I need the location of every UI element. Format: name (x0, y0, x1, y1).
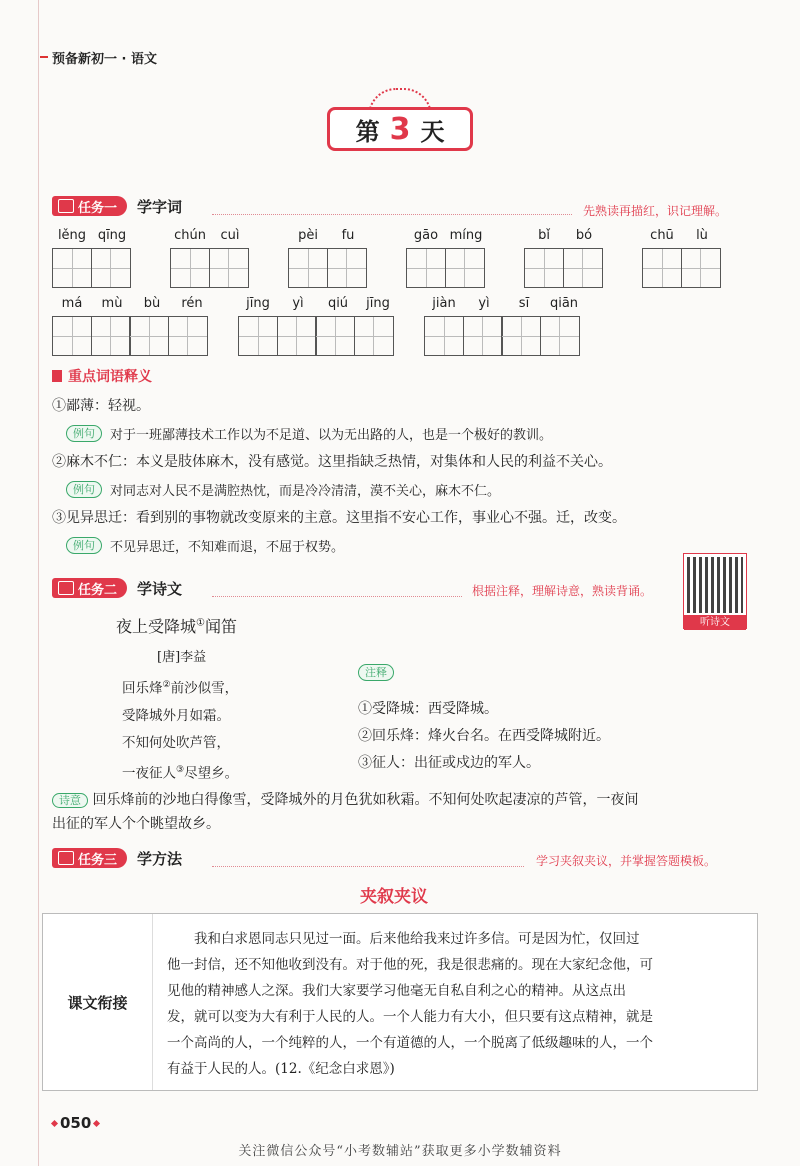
poem-notes (358, 696, 610, 777)
bookmark-icon (52, 370, 62, 382)
task2-title: 学诗文 (137, 579, 183, 598)
writing-box[interactable] (209, 248, 249, 288)
example-2: 例句 对同志对人民不是满腔热忱，而是冷冷清清，漠不关心，麻木不仁。 (66, 480, 500, 499)
vocab-word: chún cuì (170, 228, 250, 288)
day-prefix: 第 (355, 117, 380, 146)
task3-divider (212, 866, 524, 867)
vocab-word: má mù bù rén (52, 296, 212, 356)
book-icon (58, 581, 74, 595)
writing-box[interactable] (642, 248, 682, 288)
passage-text: 我和白求恩同志只见过一面。后来他给我来过许多信。可是因为忙，仅回过 他一封信，还不知他收到没有。对于他的死，我是很悲痛的。现在大家纪念他，可 见他的精神感人之深。我们大家要学习他毫无自私自利之心的精神。从这点出 发，就可以变为大有利于人民的人。一个人能力有大小，但只要有这点精神，就是 一个高尚的人，一个纯粹的人，一个有道德的人，一个脱离了低级趣味的人，一个 有益于人民的人。(12.《纪念白求恩》) (167, 931, 653, 1077)
poem-title: 夜上受降城①闻笛 (116, 617, 237, 636)
day-suffix: 天 (420, 117, 445, 146)
task1-badge: 任务一 (52, 196, 127, 216)
writing-box[interactable] (52, 248, 92, 288)
vocab-word: chū lù (642, 228, 722, 288)
book-title: 预备新初一 · 语文 (52, 52, 157, 67)
poem-meaning: 诗意 回乐烽前的沙地白得像雪，受降城外的月色犹如秋霜。不知何处吹起凄凉的芦管，一夜间 出征的军人个个眺望故乡。 (52, 792, 639, 832)
note-item: ①受降城：西受降城。 (358, 701, 498, 717)
writing-box[interactable] (681, 248, 721, 288)
qr-label: 听诗文 (684, 615, 746, 630)
vocab-word: jīng yì qiú jīng (238, 296, 398, 356)
writing-box[interactable] (445, 248, 485, 288)
writing-box[interactable] (327, 248, 367, 288)
task2-tip: 根据注释，理解诗意，熟读背诵。 (472, 584, 653, 598)
method-title: 夹叙夹议 (360, 887, 428, 907)
poem-line: 不知何处吹芦管， (122, 734, 230, 751)
vocab-word: lěng qīng (52, 228, 132, 288)
task1-header (52, 196, 182, 216)
vocab-word: gāo míng (406, 228, 486, 288)
writing-box[interactable] (91, 316, 131, 356)
poem-author: [唐]李益 (157, 650, 207, 665)
writing-box[interactable] (315, 316, 355, 356)
task1-title: 学字词 (137, 197, 183, 216)
vocab-word: bǐ bó (524, 228, 604, 288)
writing-box[interactable] (52, 316, 92, 356)
writing-box[interactable] (91, 248, 131, 288)
page-number: 050 (52, 1114, 99, 1132)
definition-3: ③见异思迁：看到别的事物就改变原来的主意。这里指不安心工作，事业心不强。迁，改变。 (52, 510, 626, 526)
task2-divider (212, 596, 462, 597)
writing-box[interactable] (238, 316, 278, 356)
passage-side-label: 课文衔接 (43, 914, 153, 1090)
example-label: 例句 (66, 425, 102, 442)
notes-label: 注释 (358, 664, 394, 681)
note-item: ③征人：出征或戍边的军人。 (358, 755, 540, 771)
book-icon (58, 199, 74, 213)
writing-box[interactable] (277, 316, 317, 356)
example-label: 例句 (66, 537, 102, 554)
writing-box[interactable] (354, 316, 394, 356)
task3-badge: 任务三 (52, 848, 127, 868)
vocab-row-2 (52, 296, 584, 356)
day-number: 3 (389, 111, 411, 147)
qr-code-image (687, 557, 743, 613)
writing-box[interactable] (524, 248, 564, 288)
task1-tip: 先熟读再描红，识记理解。 (583, 204, 728, 218)
writing-box[interactable] (406, 248, 446, 288)
example-label: 例句 (66, 481, 102, 498)
writing-box[interactable] (501, 316, 541, 356)
definition-1: ①鄙薄：轻视。 (52, 398, 150, 414)
task1-divider (212, 214, 572, 215)
task3-title: 学方法 (137, 849, 183, 868)
writing-box[interactable] (540, 316, 580, 356)
poem-line: 一夜征人③尽望乡。 (122, 764, 239, 781)
passage-box (42, 913, 758, 1091)
meaning-label: 诗意 (52, 793, 88, 808)
task2-badge: 任务二 (52, 578, 127, 598)
footer-note: 关注微信公众号“小考数辅站”获取更多小学数辅资料 (238, 1144, 562, 1159)
writing-box[interactable] (463, 316, 503, 356)
writing-box[interactable] (170, 248, 210, 288)
book-icon (58, 851, 74, 865)
poem-line: 受降城外月如霜。 (122, 707, 230, 724)
writing-box[interactable] (424, 316, 464, 356)
writing-box[interactable] (288, 248, 328, 288)
example-3: 例句 不见异思迁，不知难而退，不屈于权势。 (66, 536, 344, 555)
vocab-heading: 重点词语释义 (52, 366, 152, 386)
writing-box[interactable] (563, 248, 603, 288)
task3-tip: 学习夹叙夹议，并掌握答题模板。 (536, 854, 717, 868)
diamond-icon (93, 1119, 100, 1126)
diamond-icon (51, 1119, 58, 1126)
note-item: ②回乐烽：烽火台名。在西受降城附近。 (358, 728, 610, 744)
task2-header (52, 578, 182, 598)
definition-2: ②麻木不仁：本义是肢体麻木，没有感觉。这里指缺乏热情，对集体和人民的利益不关心。 (52, 454, 612, 470)
task3-header (52, 848, 182, 868)
vocab-word: jiàn yì sī qiān (424, 296, 584, 356)
header-mark (40, 56, 48, 58)
poem-lines (122, 672, 238, 787)
qr-code[interactable] (683, 553, 747, 629)
poem-line: 回乐烽②前沙似雪， (122, 680, 239, 697)
writing-box[interactable] (129, 316, 169, 356)
writing-box[interactable] (168, 316, 208, 356)
day-title (327, 107, 473, 151)
vocab-word: pèi fu (288, 228, 368, 288)
margin-line (38, 0, 39, 1166)
vocab-row-1 (52, 228, 722, 288)
example-1: 例句 对于一班鄙薄技术工作以为不足道、以为无出路的人，也是一个极好的教训。 (66, 424, 552, 443)
